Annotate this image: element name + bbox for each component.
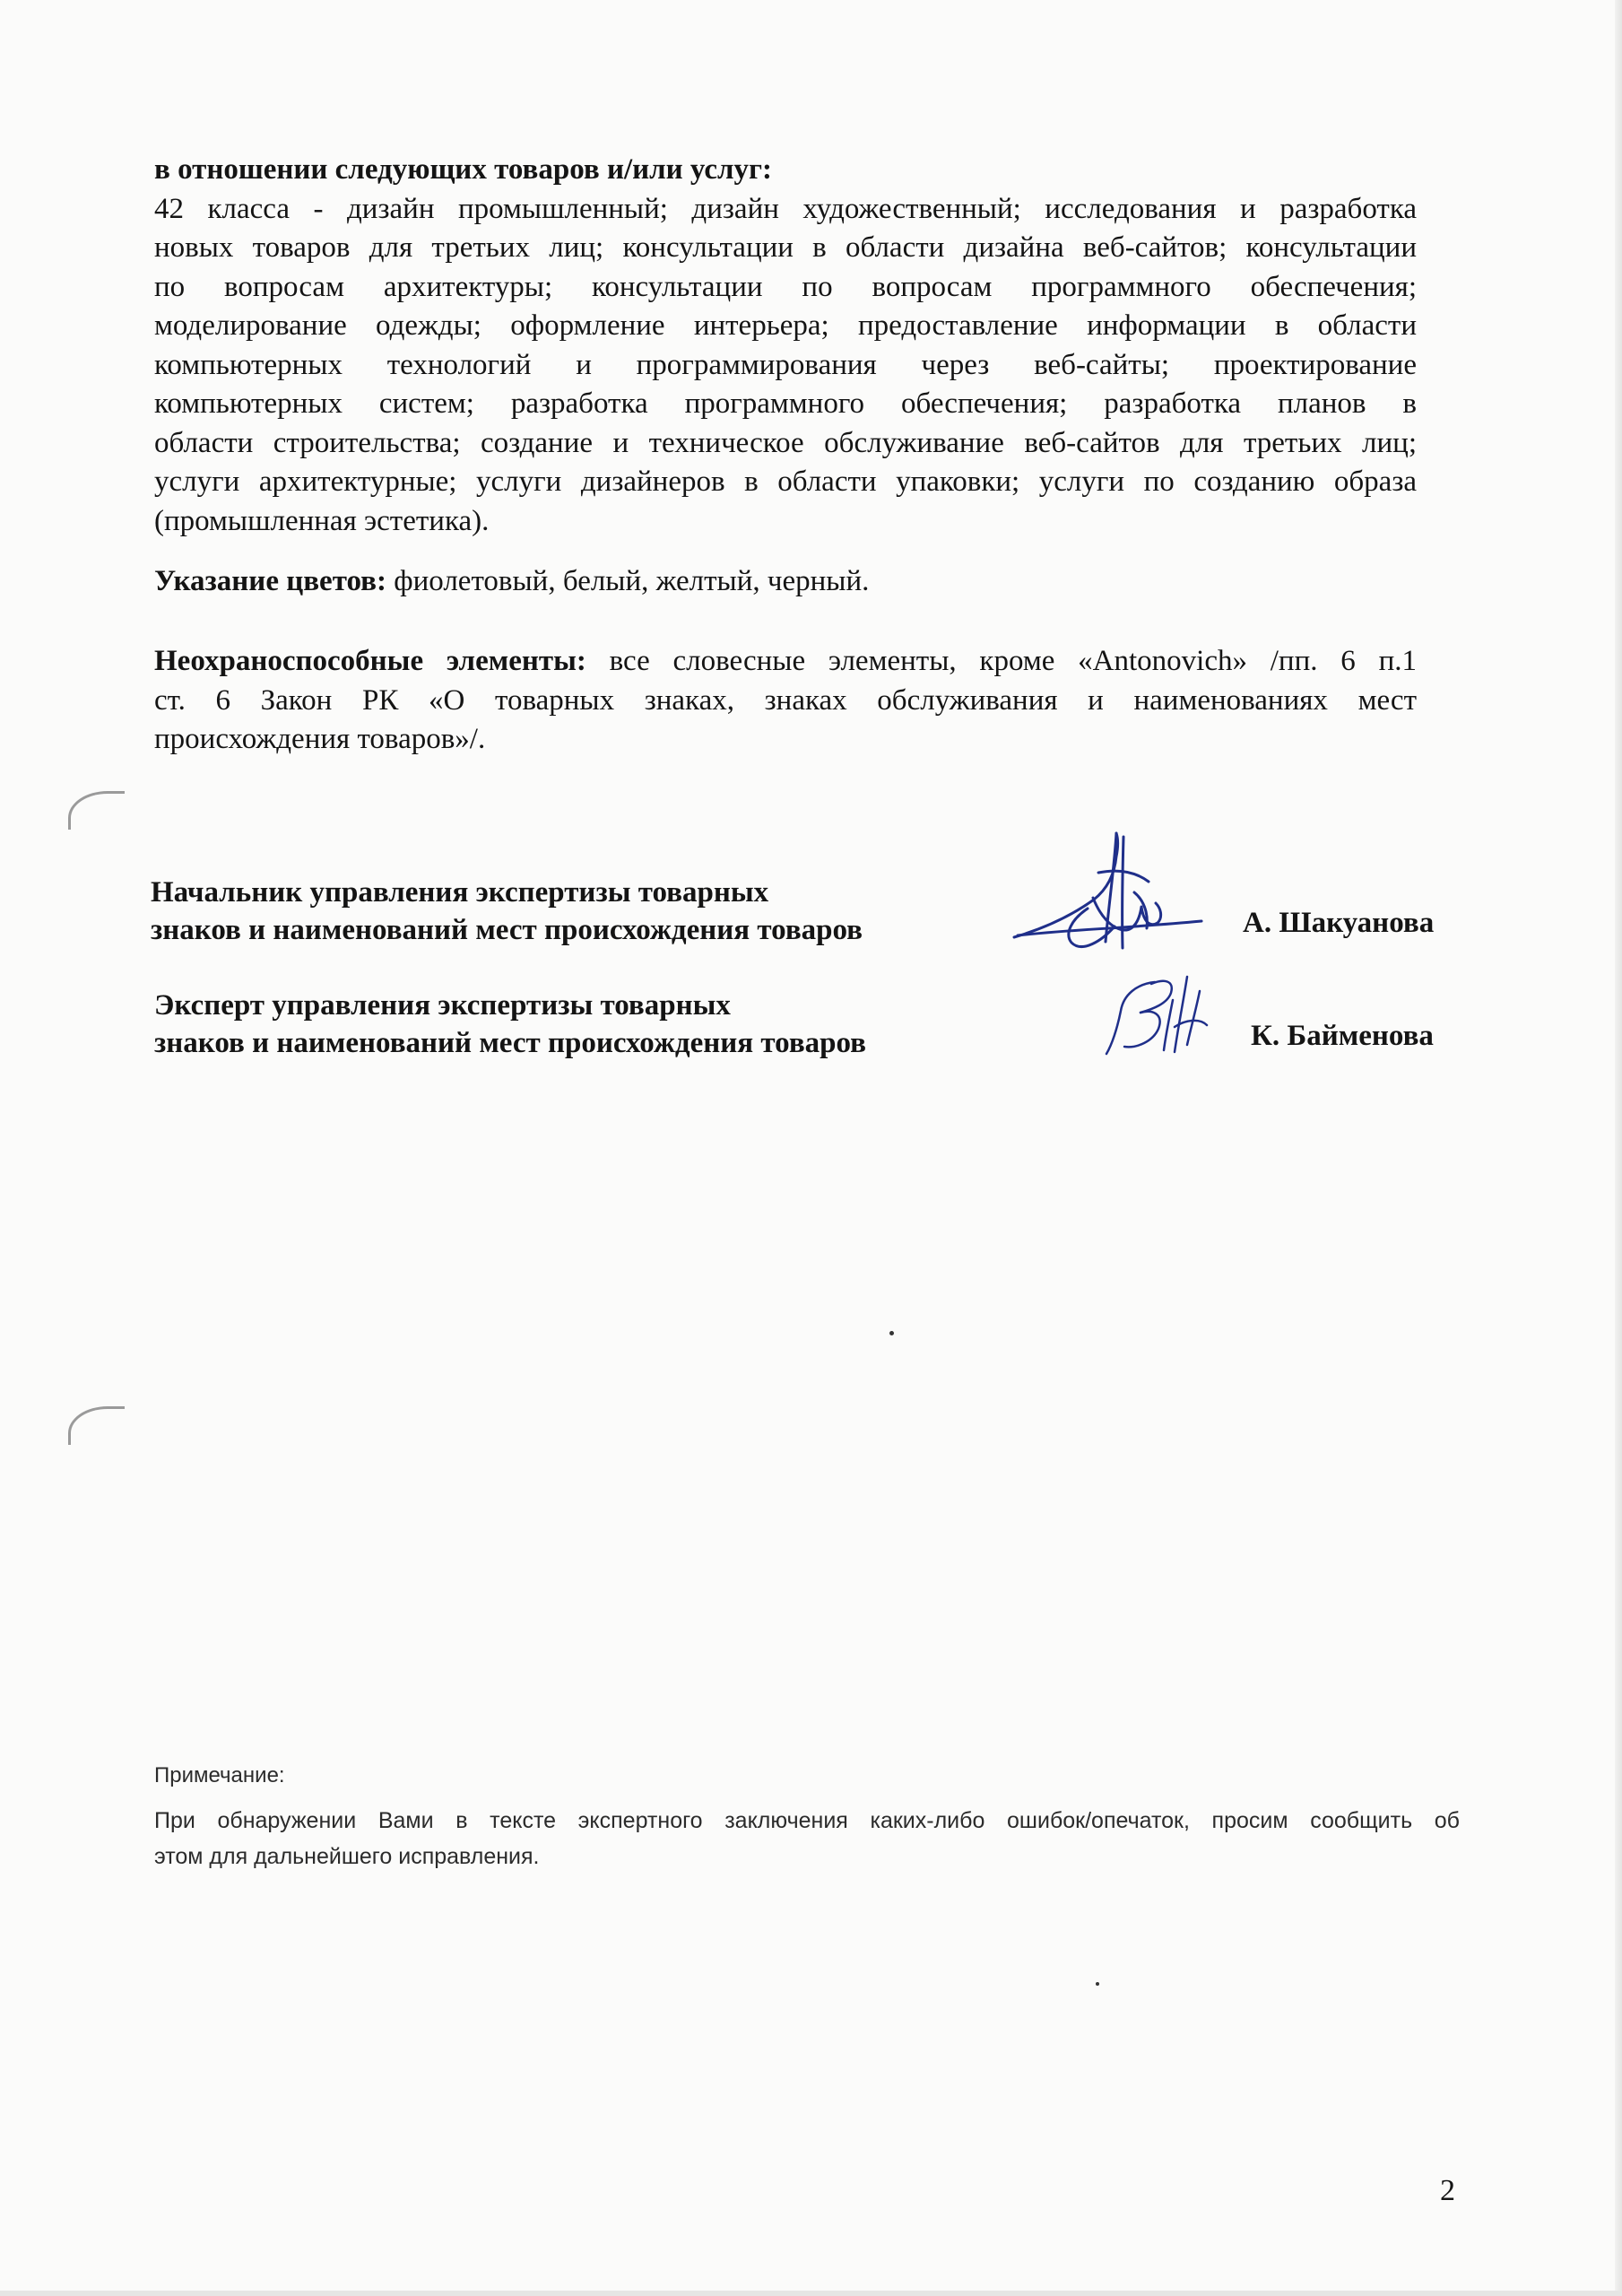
goods-line: области строительства; создание и техническое обслуживание веб-сайтов для третьих лиц; xyxy=(154,426,1417,459)
goods-section xyxy=(154,151,1417,541)
punch-hole-mark-top xyxy=(68,791,125,830)
note-section xyxy=(154,1763,1460,1788)
scan-speck xyxy=(1096,1982,1099,1986)
note-body xyxy=(154,1803,1460,1874)
goods-line: компьютерных систем; разработка программного обеспечения; разработка планов в xyxy=(154,387,1417,420)
signatory-title-line: знаков и наименований мест происхождения товаров xyxy=(154,1027,866,1059)
note-title: Примечание: xyxy=(154,1763,285,1787)
page-number: 2 xyxy=(1440,2174,1455,2207)
goods-heading: в отношении следующих товаров и/или услуг: xyxy=(154,153,773,186)
note-line: При обнаружении Вами в тексте экспертного заключения каких-либо ошибок/опечаток, просим сообщить об xyxy=(154,1808,1460,1833)
signatory-name: А. Шакуанова xyxy=(1243,907,1435,939)
unprotected-label: Неохраноспособные элементы: xyxy=(154,645,586,677)
signature-scribble-1 xyxy=(1009,830,1210,964)
goods-line: по вопросам архитектуры; консультации по вопросам программного обеспечения; xyxy=(154,270,1417,303)
note-line: этом для дальнейшего исправления. xyxy=(154,1844,540,1869)
unprotected-line: происхождения товаров»/. xyxy=(154,723,486,755)
signatory-title-line: Начальник управления экспертизы товарных xyxy=(151,876,769,909)
unprotected-section xyxy=(154,642,1417,760)
scan-bottom-edge xyxy=(0,2291,1622,2296)
punch-hole-mark-bottom xyxy=(68,1406,125,1445)
scan-speck xyxy=(889,1331,894,1335)
scan-edge xyxy=(1615,0,1622,2296)
goods-line: 42 класса - дизайн промышленный; дизайн художественный; исследования и разработка xyxy=(154,192,1417,225)
colors-label: Указание цветов: xyxy=(154,565,386,597)
goods-line: новых товаров для третьих лиц; консультации в области дизайна веб-сайтов; консультации xyxy=(154,231,1417,264)
goods-line: моделирование одежды; оформление интерьера; предоставление информации в области xyxy=(154,309,1417,342)
unprotected-line: ст. 6 Закон РК «О товарных знаках, знаках обслуживания и наименованиях мест xyxy=(154,683,1417,717)
colors-section xyxy=(154,562,1417,602)
unprotected-line: все словесные элементы, кроме «Antonovich» /пп. 6 п.1 xyxy=(585,645,1417,677)
signatory-name: К. Байменова xyxy=(1251,1020,1434,1052)
colors-value: фиолетовый, белый, желтый, черный. xyxy=(386,565,870,597)
goods-line: компьютерных технологий и программирования через веб-сайты; проектирование xyxy=(154,348,1417,381)
signatory-title-line: Эксперт управления экспертизы товарных xyxy=(154,989,731,1022)
goods-line: услуги архитектурные; услуги дизайнеров в области упаковки; услуги по созданию образа xyxy=(154,465,1417,498)
goods-line: (промышленная эстетика). xyxy=(154,504,490,537)
signatory-title-line: знаков и наименований мест происхождения товаров xyxy=(151,914,863,946)
signature-scribble-2 xyxy=(1101,973,1213,1058)
